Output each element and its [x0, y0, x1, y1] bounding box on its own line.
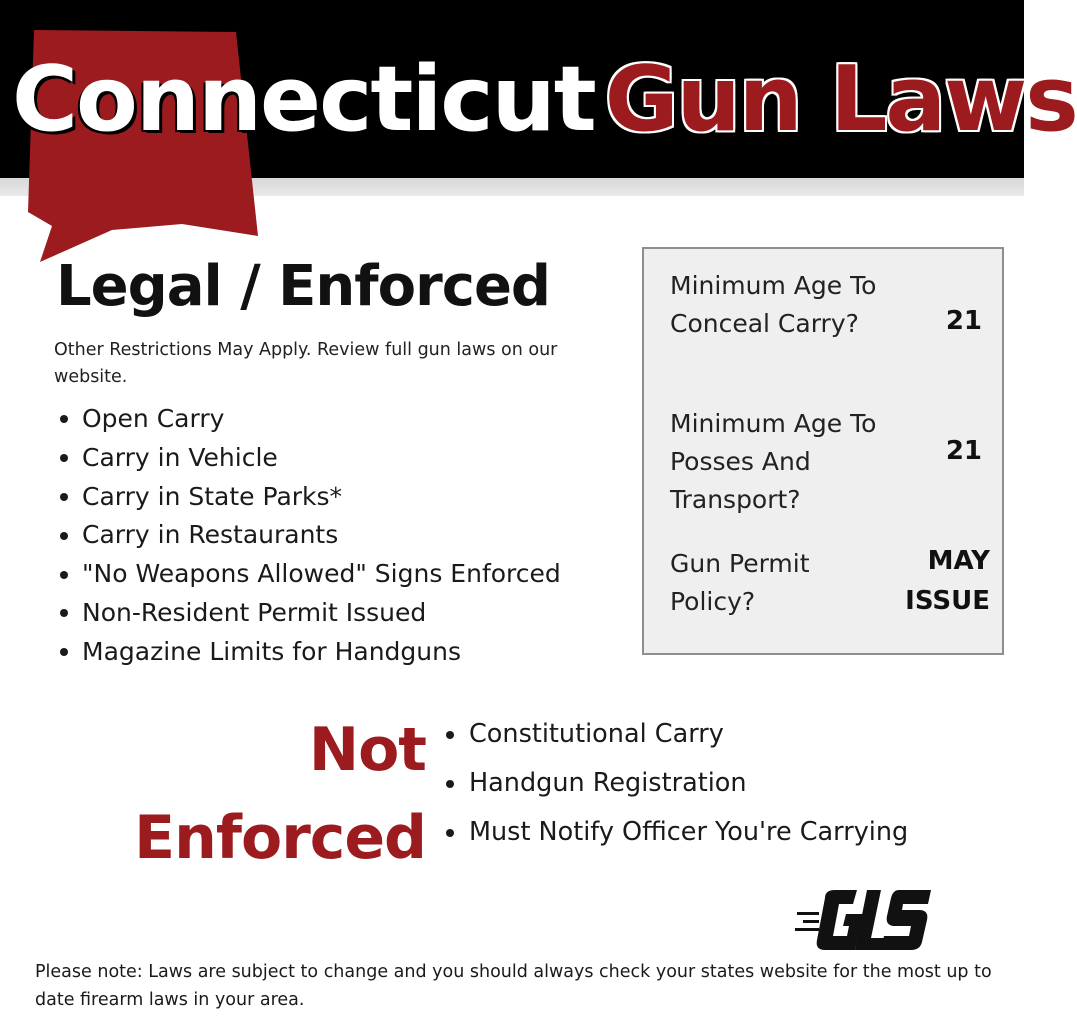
legal-list — [56, 400, 646, 672]
not-enforced-line-1: Not — [308, 715, 426, 785]
info-row-permit-policy — [670, 545, 990, 621]
list-item: Carry in Restaurants — [56, 516, 646, 555]
title-topic: Gun Laws — [604, 47, 1077, 152]
bullet-logo-icon — [795, 884, 935, 956]
info-answer: 21 — [945, 436, 982, 466]
list-item: Non-Resident Permit Issued — [56, 594, 646, 633]
not-enforced-line-2: Enforced — [134, 803, 426, 873]
info-row-conceal-age — [670, 267, 986, 343]
list-item: Carry in State Parks* — [56, 478, 646, 517]
not-enforced-list — [442, 710, 1002, 857]
info-question: Minimum Age To Posses And Transport? — [670, 409, 877, 514]
list-item: Open Carry — [56, 400, 646, 439]
info-answer: 21 — [945, 306, 982, 336]
info-row-possess-age — [670, 405, 986, 519]
list-item: Magazine Limits for Handguns — [56, 633, 646, 672]
info-question: Minimum Age To Conceal Carry? — [670, 271, 877, 338]
list-item: Must Notify Officer You're Carrying — [442, 808, 1002, 857]
list-item: Carry in Vehicle — [56, 439, 646, 478]
info-question: Gun Permit Policy? — [670, 549, 810, 616]
title-state: Connecticut — [12, 47, 595, 152]
info-box — [642, 247, 1004, 655]
info-answer: MAY ISSUE — [905, 546, 990, 616]
page-title — [12, 40, 1077, 160]
disclaimer-text: Please note: Laws are subject to change and you should always check your states website for the most up to date firearm laws in your area. — [35, 962, 992, 1010]
list-item: "No Weapons Allowed" Signs Enforced — [56, 555, 646, 594]
list-item: Constitutional Carry — [442, 710, 1002, 759]
not-enforced-heading — [100, 706, 426, 882]
restrictions-note: Other Restrictions May Apply. Review full gun laws on our website. — [54, 340, 558, 387]
legal-enforced-heading: Legal / Enforced — [56, 254, 551, 319]
list-item: Handgun Registration — [442, 759, 1002, 808]
